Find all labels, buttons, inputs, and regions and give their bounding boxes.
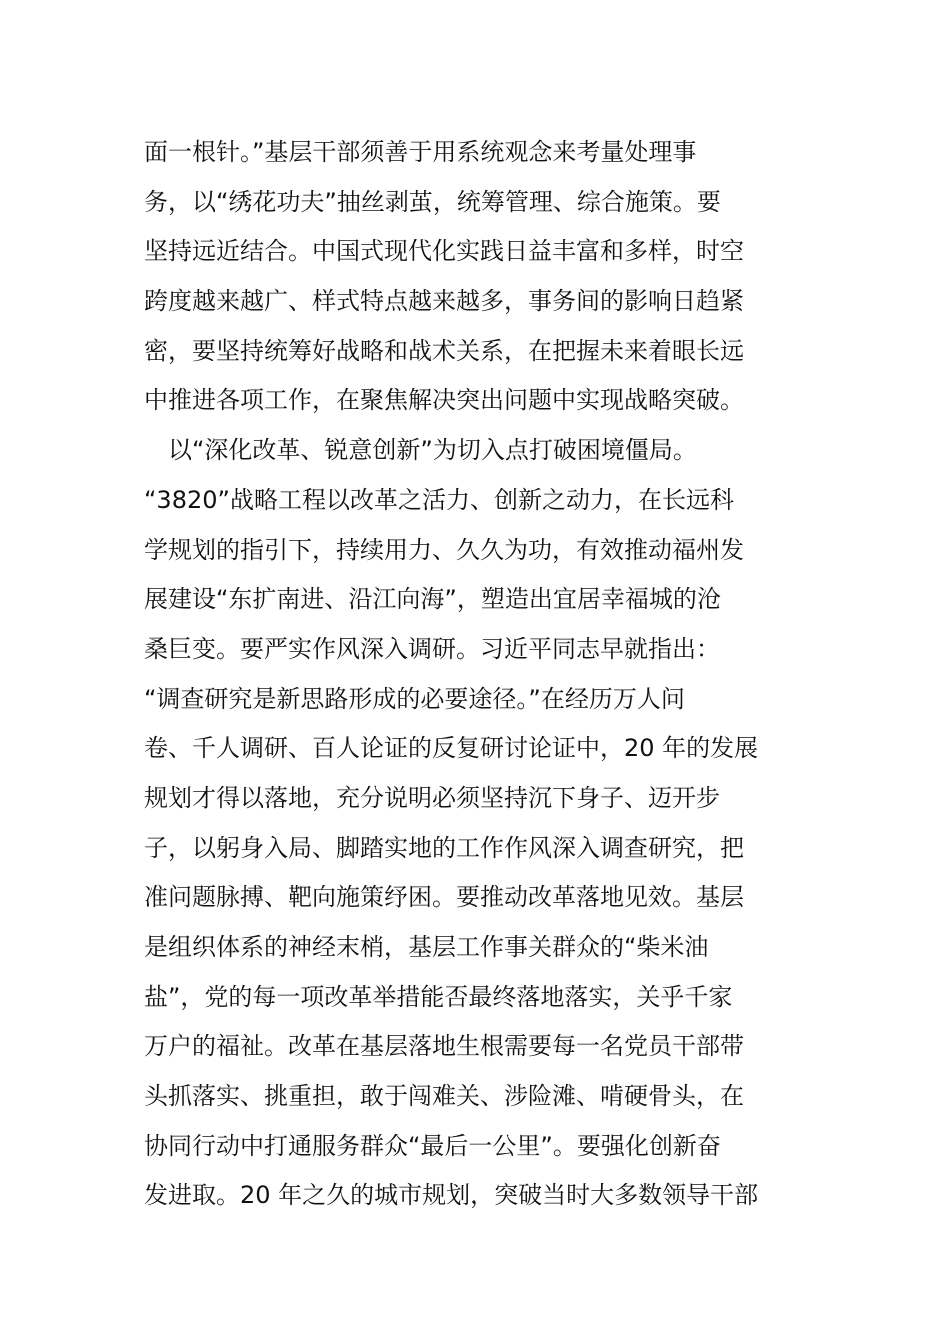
text-line: 展建设“东扩南进、沿江向海”，塑造出宜居幸福城的沧 <box>144 585 721 614</box>
text-line: 是组织体系的神经末梢，基层工作事关群众的“柴米油 <box>144 933 709 961</box>
text-line: “调查研究是新思路形成的必要途径。”在经历万人问 <box>144 684 685 713</box>
text-line: 坚持远近结合。中国式现代化实践日益丰富和多样，时空 <box>144 237 744 266</box>
text-line: 万户的福祉。改革在基层落地生根需要每一名党员干部带 <box>144 1032 744 1061</box>
text-line: 桑巨变。要严实作风深入调研。习近平同志早就指出： <box>144 634 720 663</box>
text-line: 头抓落实、挑重担，敢于闯难关、涉险滩、啃硬骨头，在 <box>144 1082 744 1111</box>
text-line: 规划才得以落地，充分说明必须坚持沉下身子、迈开步 <box>144 783 720 812</box>
text-line: 中推进各项工作，在聚焦解决突出问题中实现战略突破。 <box>144 386 744 415</box>
text-line: “3820”战略工程以改革之活力、创新之动力，在长远科 <box>144 485 734 514</box>
text-line: 卷、千人调研、百人论证的反复研讨论证中，20 年的发展 <box>144 734 759 763</box>
text-line: 以“深化改革、锐意创新”为切入点打破困境僵局。 <box>144 436 697 465</box>
text-line: 准问题脉搏、靶向施策纾困。要推动改革落地见效。基层 <box>144 883 744 912</box>
text-line: 盐”，党的每一项改革举措能否最终落地落实，关乎千家 <box>144 982 733 1011</box>
text-line: 面一根针。”基层干部须善于用系统观念来考量处理事 <box>144 138 697 166</box>
body-text <box>144 128 808 1221</box>
text-line: 学规划的指引下，持续用力、久久为功，有效推动福州发 <box>144 535 744 564</box>
text-line: 跨度越来越广、样式特点越来越多，事务间的影响日趋紧 <box>144 287 744 316</box>
text-line: 子，以躬身入局、脚踏实地的工作作风深入调查研究，把 <box>144 833 744 862</box>
text-line: 协同行动中打通服务群众“最后一公里”。要强化创新奋 <box>144 1131 721 1160</box>
text-line: 务，以“绣花功夫”抽丝剥茧，统筹管理、综合施策。要 <box>144 187 721 216</box>
text-line: 发进取。20 年之久的城市规划，突破当时大多数领导干部 <box>144 1181 759 1210</box>
text-line: 密，要坚持统筹好战略和战术关系，在把握未来着眼长远 <box>144 336 744 365</box>
